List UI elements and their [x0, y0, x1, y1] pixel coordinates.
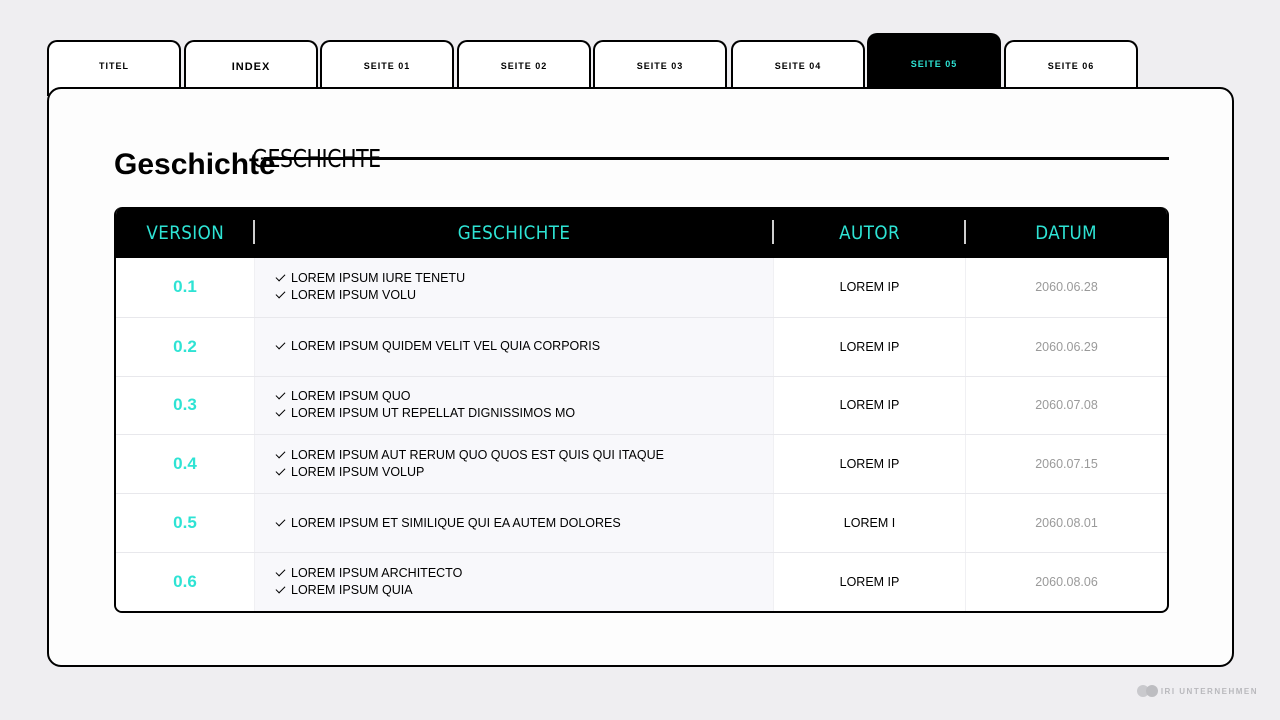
- description-item: [276, 270, 465, 287]
- description-item: [276, 515, 621, 532]
- description-cell: [255, 435, 774, 493]
- tab-seite-06[interactable]: SEITE 06: [1004, 40, 1138, 96]
- description-cell: [255, 553, 774, 611]
- section-label: GESCHICHTE: [252, 144, 381, 173]
- author-cell: LOREM I: [774, 494, 966, 552]
- history-table: [114, 207, 1169, 613]
- checkmark-icon: [276, 340, 286, 350]
- date-cell: 2060.07.15: [1035, 457, 1098, 472]
- tab-seite-01[interactable]: SEITE 01: [320, 40, 454, 96]
- tab-titel[interactable]: TITEL: [47, 40, 181, 96]
- table-row: [116, 258, 1167, 317]
- table-header: [116, 207, 1167, 258]
- table-row: [116, 317, 1167, 376]
- version-cell: 0.6: [116, 553, 255, 611]
- table-row: [116, 434, 1167, 493]
- author-cell: LOREM IP: [774, 377, 966, 435]
- tab-seite-02[interactable]: SEITE 02: [457, 40, 591, 96]
- description-item: [276, 464, 424, 481]
- description-item: [276, 565, 462, 582]
- description-item: [276, 405, 575, 422]
- checkmark-icon: [276, 289, 286, 299]
- description-cell: [255, 377, 774, 435]
- table-row: [116, 552, 1167, 611]
- table-row: [116, 493, 1167, 552]
- description-cell: [255, 494, 774, 552]
- version-cell: 0.2: [116, 318, 255, 376]
- author-cell: LOREM IP: [774, 318, 966, 376]
- title-divider: [264, 157, 1169, 160]
- tab-seite-04[interactable]: SEITE 04: [731, 40, 865, 96]
- description-item: [276, 447, 664, 464]
- description-cell: [255, 318, 774, 376]
- version-cell: 0.5: [116, 494, 255, 552]
- header-version: VERSION: [116, 207, 255, 258]
- checkmark-icon: [276, 583, 286, 593]
- date-cell: 2060.08.01: [1035, 516, 1098, 531]
- date-cell: 2060.06.28: [1035, 280, 1098, 295]
- brand: [1137, 685, 1258, 697]
- description-text: LOREM IPSUM ET SIMILIQUE QUI EA AUTEM DOLORES: [291, 515, 621, 530]
- description-text: LOREM IPSUM QUIA: [291, 582, 413, 597]
- description-cell: [255, 258, 774, 317]
- description-item: [276, 287, 416, 304]
- title-area: [114, 144, 1169, 184]
- checkmark-icon: [276, 466, 286, 476]
- description-text: LOREM IPSUM ARCHITECTO: [291, 565, 463, 580]
- version-cell: 0.4: [116, 435, 255, 493]
- description-item: [276, 388, 410, 405]
- description-text: LOREM IPSUM AUT RERUM QUO QUOS EST QUIS QUI ITAQUE: [291, 448, 664, 463]
- description-text: LOREM IPSUM IURE TENETU: [291, 271, 466, 286]
- tab-index[interactable]: INDEX: [184, 40, 318, 96]
- table-body: [116, 258, 1167, 611]
- checkmark-icon: [276, 449, 286, 459]
- description-text: LOREM IPSUM UT REPELLAT DIGNISSIMOS MO: [291, 406, 576, 421]
- description-item: [276, 582, 413, 599]
- author-cell: LOREM IP: [774, 435, 966, 493]
- tab-seite-05[interactable]: SEITE 05: [867, 33, 1001, 96]
- date-cell: 2060.06.29: [1035, 339, 1098, 354]
- tab-bar: [47, 33, 1147, 93]
- date-cell: 2060.08.06: [1035, 574, 1098, 589]
- tab-seite-03[interactable]: SEITE 03: [593, 40, 727, 96]
- checkmark-icon: [276, 272, 286, 282]
- header-autor: AUTOR: [774, 207, 966, 258]
- checkmark-icon: [276, 390, 286, 400]
- checkmark-icon: [276, 566, 286, 576]
- content-card: [47, 87, 1234, 667]
- version-cell: 0.1: [116, 258, 255, 317]
- date-cell: 2060.07.08: [1035, 398, 1098, 413]
- header-datum: DATUM: [1035, 221, 1098, 244]
- description-text: LOREM IPSUM VOLU: [291, 288, 417, 303]
- description-item: [276, 338, 600, 355]
- description-text: LOREM IPSUM QUO: [291, 389, 411, 404]
- description-text: LOREM IPSUM VOLUP: [291, 465, 425, 480]
- author-cell: LOREM IP: [774, 553, 966, 611]
- table-row: [116, 376, 1167, 435]
- checkmark-icon: [276, 407, 286, 417]
- checkmark-icon: [276, 516, 286, 526]
- description-text: LOREM IPSUM QUIDEM VELIT VEL QUIA CORPORIS: [291, 339, 601, 354]
- version-cell: 0.3: [116, 377, 255, 435]
- brand-logo-icon: [1137, 685, 1159, 697]
- page-title: Geschichte: [114, 148, 276, 181]
- author-cell: LOREM IP: [774, 258, 966, 317]
- brand-text: IRI UNTERNEHMEN: [1160, 686, 1258, 696]
- header-geschichte: GESCHICHTE: [255, 207, 774, 258]
